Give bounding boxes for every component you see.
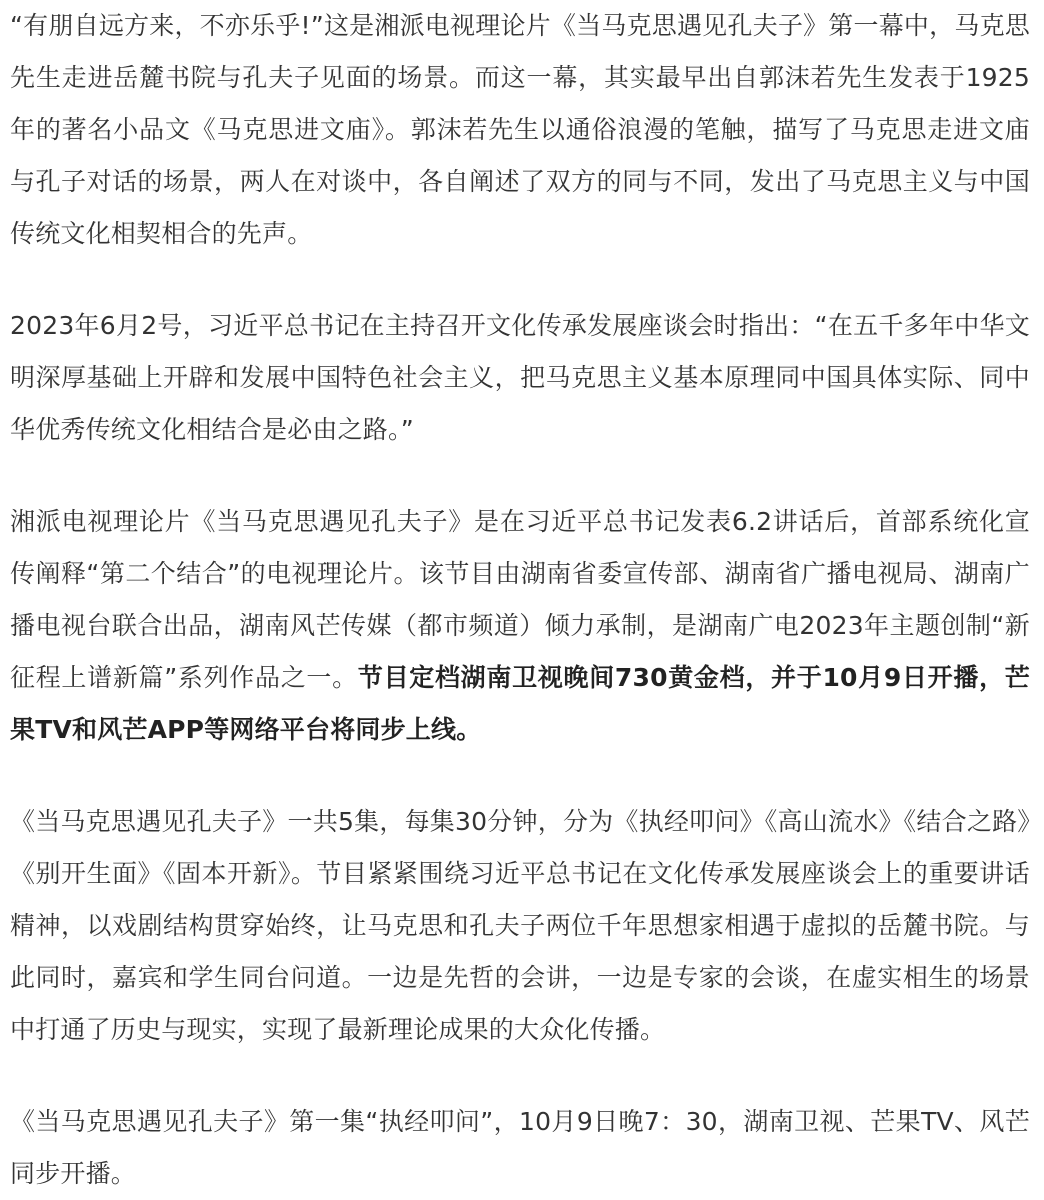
paragraph-program-info [10, 496, 1030, 756]
paragraph-premiere [10, 1096, 1030, 1200]
paragraph-program-info-highlight: 节目定档湖南卫视晚间730黄金档，并于10月9日开播，芒果TV和风芒APP等网络平台将同步上线。 [10, 663, 1030, 744]
paragraph-episodes [10, 796, 1030, 1056]
paragraph-premiere-text: 《当马克思遇见孔夫子》第一集“执经叩问”，10月9日晚7：30，湖南卫视、芒果TV、风芒同步开播。 [10, 1107, 1030, 1188]
paragraph-gap [10, 260, 1030, 300]
paragraph-gap [10, 456, 1030, 496]
paragraph-quote-text: 2023年6月2号，习近平总书记在主持召开文化传承发展座谈会时指出：“在五千多年中华文明深厚基础上开辟和发展中国特色社会主义，把马克思主义基本原理同中国具体实际、同中华优秀传统文化相结合是必由之路。” [10, 311, 1030, 444]
paragraph-program-info-text: 湘派电视理论片《当马克思遇见孔夫子》是在习近平总书记发表6.2讲话后，首部系统化宣传阐释“第二个结合”的电视理论片。该节目由湖南省委宣传部、湖南省广播电视局、湖南广播电视台联合出品，湖南风芒传媒（都市频道）倾力承制，是湖南广电2023年主题创制“新征程上谱新篇”系列作品之一。 [10, 507, 1030, 692]
paragraph-gap [10, 756, 1030, 796]
paragraph-quote [10, 300, 1030, 456]
paragraph-intro [10, 0, 1030, 260]
article-body [10, 0, 1030, 1200]
paragraph-intro-text: “有朋自远方来，不亦乐乎!”这是湘派电视理论片《当马克思遇见孔夫子》第一幕中，马克思先生走进岳麓书院与孔夫子见面的场景。而这一幕，其实最早出自郭沫若先生发表于1925年的著名小品文《马克思进文庙》。郭沫若先生以通俗浪漫的笔触，描写了马克思走进文庙与孔子对话的场景，两人在对谈中，各自阐述了双方的同与不同，发出了马克思主义与中国传统文化相契相合的先声。 [10, 11, 1030, 248]
paragraph-gap [10, 1056, 1030, 1096]
paragraph-episodes-text: 《当马克思遇见孔夫子》一共5集，每集30分钟，分为《执经叩问》《高山流水》《结合之路》《别开生面》《固本开新》。节目紧紧围绕习近平总书记在文化传承发展座谈会上的重要讲话精神，以戏剧结构贯穿始终，让马克思和孔夫子两位千年思想家相遇于虚拟的岳麓书院。与此同时，嘉宾和学生同台问道。一边是先哲的会讲，一边是专家的会谈，在虚实相生的场景中打通了历史与现实，实现了最新理论成果的大众化传播。 [10, 807, 1030, 1044]
